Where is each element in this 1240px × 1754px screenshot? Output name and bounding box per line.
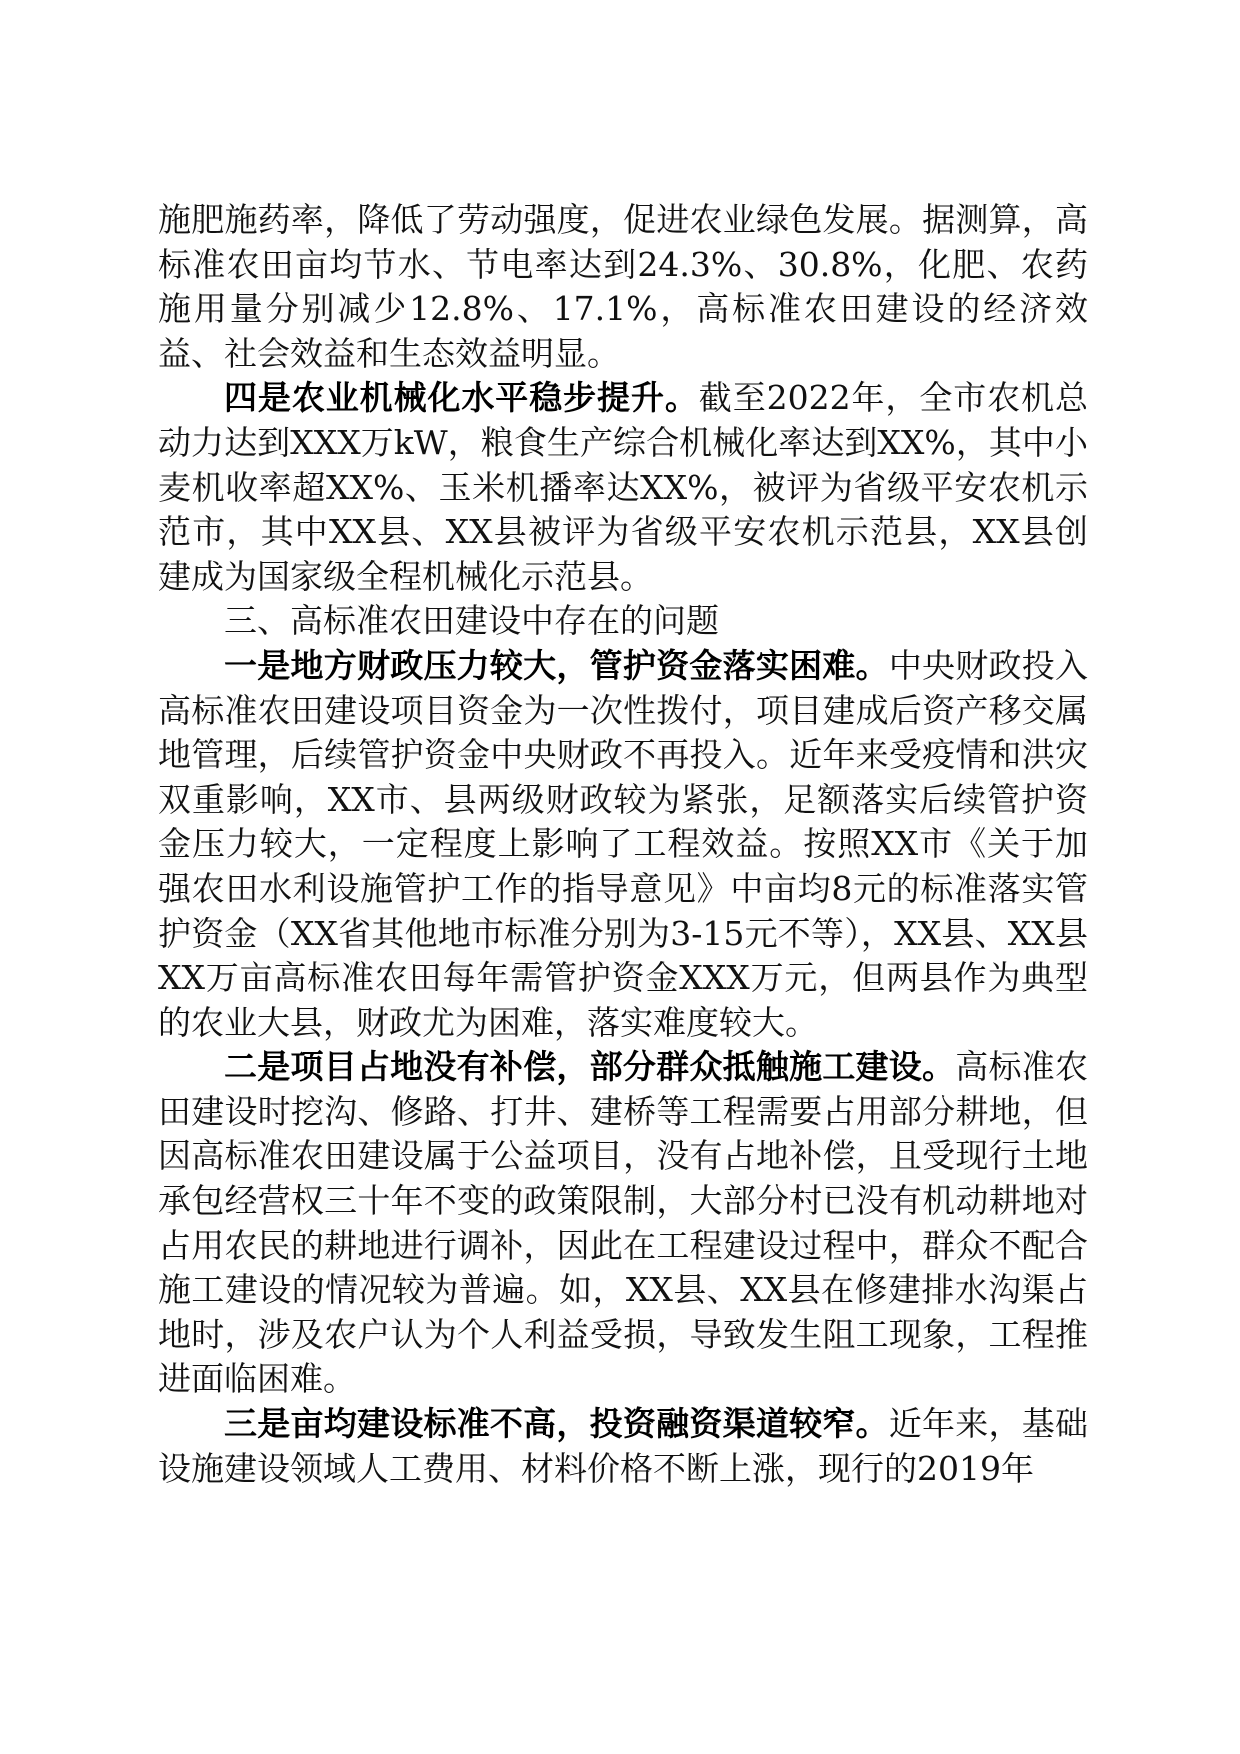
paragraph-4-text: 高标准农田建设时挖沟、修路、打井、建桥等工程需要占用部分耕地，但因高标准农田建设属于公益项目，没有占地补偿，且受现行土地承包经营权三十年不变的政策限制，大部分村已没有机动耕地对占用农民的耕地进行调补，因此在工程建设过程中，群众不配合施工建设的情况较为普遍。如，XX县、XX县在修建排水沟渠占地时，涉及农户认为个人利益受损，导致发生阻工现象，工程推进面临困难。 xyxy=(158,1047,1089,1399)
paragraph-5 xyxy=(158,1402,1088,1491)
paragraph-4 xyxy=(158,1045,1088,1402)
paragraph-3-lead: 一是地方财政压力较大，管护资金落实困难。 xyxy=(224,645,889,685)
paragraph-2 xyxy=(158,376,1088,599)
paragraph-3-text: 中央财政投入高标准农田建设项目资金为一次性拨付，项目建成后资产移交属地管理，后续管护资金中央财政不再投入。近年来受疫情和洪灾双重影响，XX市、县两级财政较为紧张，足额落实后续管护资金压力较大，一定程度上影响了工程效益。按照XX市《关于加强农田水利设施管护工作的指导意见》中亩均8元的标准落实管护资金（XX省其他地市标准分别为3-15元不等），XX县、XX县XX万亩高标准农田每年需管护资金XXX万元，但两县作为典型的农业大县，财政尤为困难，落实难度较大。 xyxy=(158,645,1089,1042)
paragraph-3 xyxy=(158,644,1088,1045)
paragraph-5-text: 近年来，基础设施建设领域人工费用、材料价格不断上涨，现行的2019年 xyxy=(158,1404,1089,1488)
paragraph-2-lead: 四是农业机械化水平稳步提升。 xyxy=(224,378,699,418)
paragraph-1 xyxy=(158,198,1088,376)
section-heading-text: 三、高标准农田建设中存在的问题 xyxy=(224,601,719,641)
section-heading xyxy=(158,599,1088,644)
document-body xyxy=(158,198,1088,1491)
paragraph-2-text: 截至2022年，全市农机总动力达到XXX万kW，粮食生产综合机械化率达到XX%，其中小麦机收率超XX%、玉米机播率达XX%，被评为省级平安农机示范市，其中XX县、XX县被评为省级平安农机示范县，XX县创建成为国家级全程机械化示范县。 xyxy=(158,378,1089,596)
paragraph-1-text: 施肥施药率，降低了劳动强度，促进农业绿色发展。据测算，高标准农田亩均节水、节电率达到24.3%、30.8%，化肥、农药施用量分别减少12.8%、17.1%，高标准农田建设的经济效益、社会效益和生态效益明显。 xyxy=(158,200,1088,373)
paragraph-4-lead: 二是项目占地没有补偿，部分群众抵触施工建设。 xyxy=(224,1047,956,1087)
paragraph-5-lead: 三是亩均建设标准不高，投资融资渠道较窄。 xyxy=(224,1404,889,1444)
